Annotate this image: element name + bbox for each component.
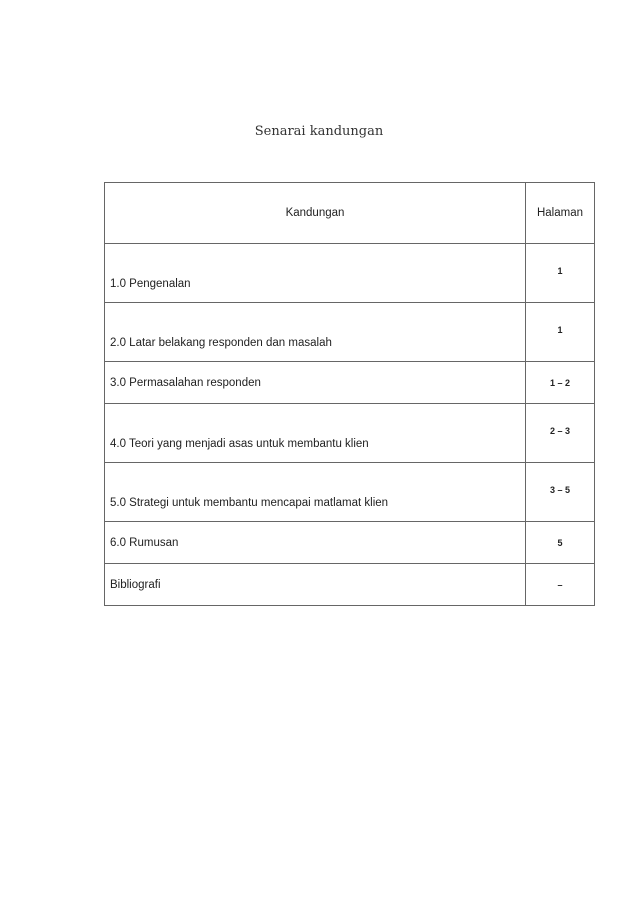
entry-page: 3 – 5 bbox=[526, 463, 595, 522]
entry-page: 1 bbox=[526, 244, 595, 303]
entry-page: 1 bbox=[526, 303, 595, 362]
entry-title: 6.0 Rumusan bbox=[105, 522, 526, 564]
table-row bbox=[105, 244, 595, 303]
table-row bbox=[105, 463, 595, 522]
entry-title: 4.0 Teori yang menjadi asas untuk membantu klien bbox=[105, 404, 526, 463]
table-row bbox=[105, 404, 595, 463]
table-row bbox=[105, 522, 595, 564]
page-title: Senarai kandungan bbox=[254, 124, 384, 139]
entry-title: Bibliografi bbox=[105, 564, 526, 606]
entry-title: 3.0 Permasalahan responden bbox=[105, 362, 526, 404]
entry-page: 2 – 3 bbox=[526, 404, 595, 463]
table-row bbox=[105, 564, 595, 606]
table-row bbox=[105, 303, 595, 362]
entry-title: 1.0 Pengenalan bbox=[105, 244, 526, 303]
entry-title: 5.0 Strategi untuk membantu mencapai matlamat klien bbox=[105, 463, 526, 522]
table-row bbox=[105, 362, 595, 404]
table-header-row bbox=[105, 183, 595, 244]
entry-title: 2.0 Latar belakang responden dan masalah bbox=[105, 303, 526, 362]
table-of-contents bbox=[104, 182, 595, 606]
header-page: Halaman bbox=[526, 183, 595, 244]
entry-page: 1 – 2 bbox=[526, 362, 595, 404]
entry-page: 5 bbox=[526, 522, 595, 564]
header-content: Kandungan bbox=[105, 183, 526, 244]
entry-page: – bbox=[526, 564, 595, 606]
